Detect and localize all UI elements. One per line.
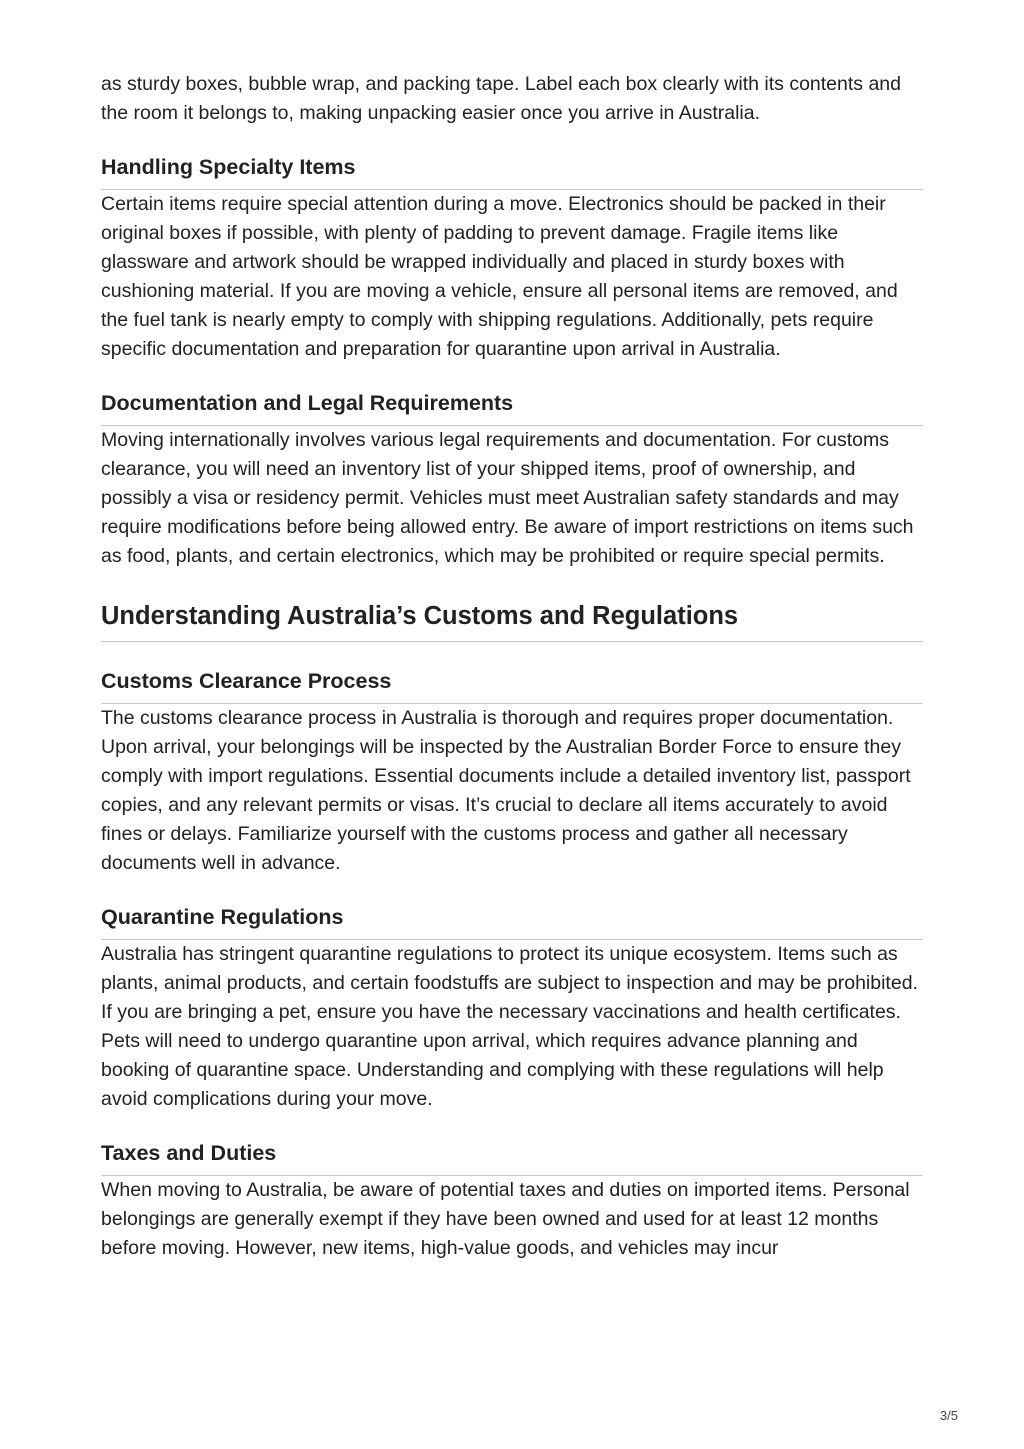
heading-customs-section: Understanding Australia’s Customs and Regulations <box>101 599 923 642</box>
customs-clearance-paragraph: The customs clearance process in Australia is thorough and requires proper documentation. Upon arrival, your belongings will be inspected by the Australian Border Force to ensure they comply with import regulations. Essential documents include a detailed inventory list, passport copies, and any relevant permits or visas. It’s crucial to declare all items accurately to avoid fines or delays. Familiarize yourself with the customs process and gather all necessary documents well in advance. <box>101 707 911 874</box>
intro-paragraph: as sturdy boxes, bubble wrap, and packing tape. Label each box clearly with its contents and the room it belongs to, making unpacking easier once you arrive in Australia. <box>101 73 901 124</box>
heading-customs-clearance: Customs Clearance Process <box>101 667 923 704</box>
heading-taxes: Taxes and Duties <box>101 1139 923 1176</box>
heading-quarantine: Quarantine Regulations <box>101 903 923 940</box>
heading-documentation: Documentation and Legal Requirements <box>101 389 923 426</box>
specialty-items-paragraph: Certain items require special attention during a move. Electronics should be packed in their original boxes if possible, with plenty of padding to prevent damage. Fragile items like glassware and artwork should be wrapped individually and placed in sturdy boxes with cushioning material. If you are moving a vehicle, ensure all personal items are removed, and the fuel tank is nearly empty to comply with shipping regulations. Additionally, pets require specific documentation and preparation for quarantine upon arrival in Australia. <box>101 193 898 360</box>
taxes-paragraph: When moving to Australia, be aware of potential taxes and duties on imported items. Personal belongings are generally exempt if they have been owned and used for at least 12 months before moving. However, new items, high-value goods, and vehicles may incur <box>101 1179 910 1259</box>
quarantine-paragraph: Australia has stringent quarantine regulations to protect its unique ecosystem. Items such as plants, animal products, and certain foodstuffs are subject to inspection and may be prohibited. If you are bringing a pet, ensure you have the necessary vaccinations and health certificates. Pets will need to undergo quarantine upon arrival, which requires advance planning and booking of quarantine space. Understanding and complying with these regulations will help avoid complications during your move. <box>101 943 918 1110</box>
documentation-paragraph: Moving internationally involves various legal requirements and documentation. For customs clearance, you will need an inventory list of your shipped items, proof of ownership, and possibly a visa or residency permit. Vehicles must meet Australian safety standards and may require modifications before being allowed entry. Be aware of import restrictions on items such as food, plants, and certain electronics, which may be prohibited or require special permits. <box>101 429 914 567</box>
heading-specialty-items: Handling Specialty Items <box>101 153 923 190</box>
page-number: 3/5 <box>939 1408 958 1423</box>
document-page <box>101 70 923 1263</box>
